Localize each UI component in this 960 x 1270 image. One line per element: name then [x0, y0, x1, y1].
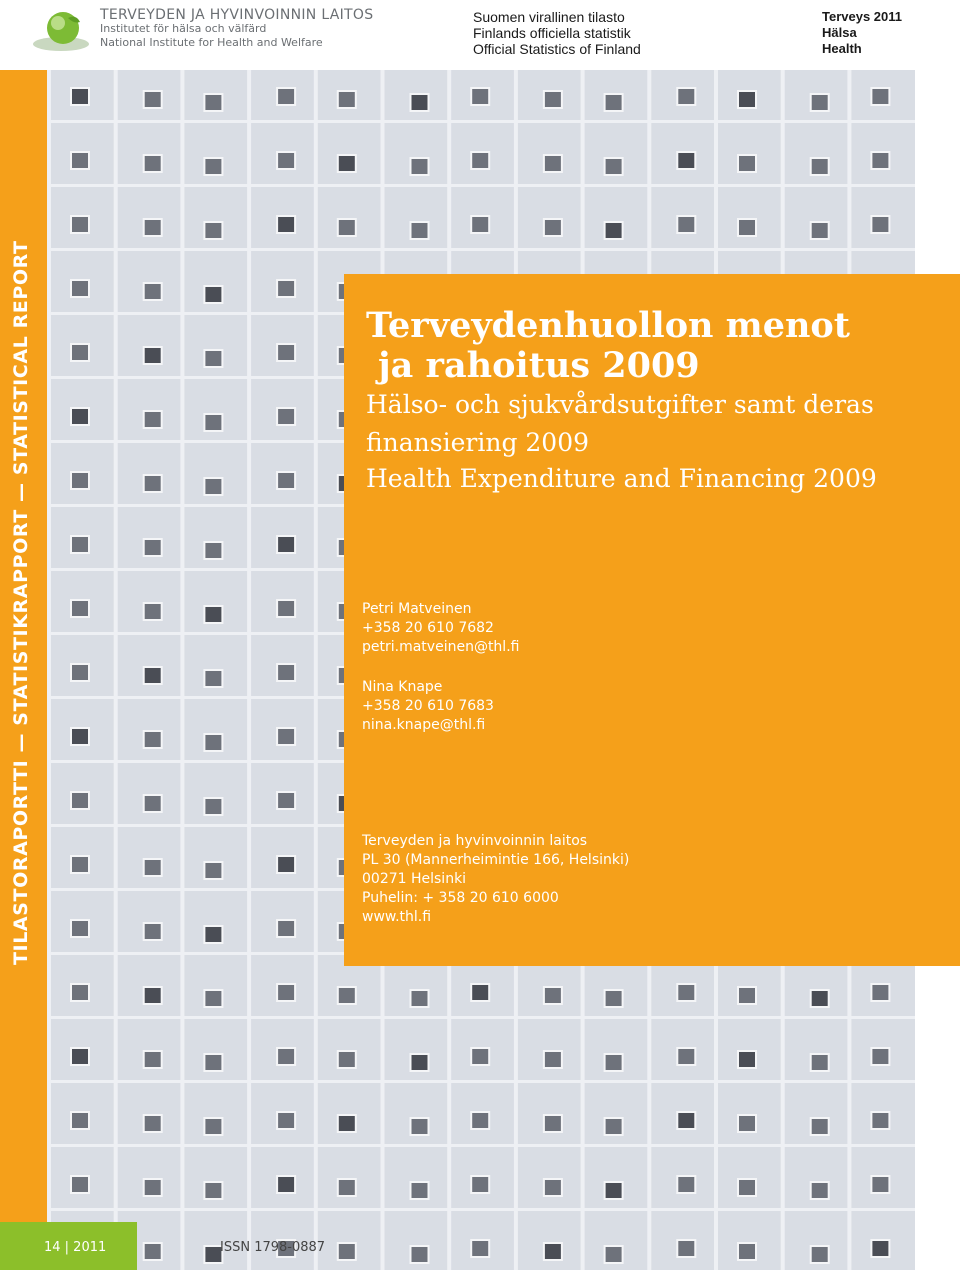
address-city: 00271 Helsinki	[362, 871, 467, 887]
contact-person	[362, 678, 494, 735]
title-english: Health Expenditure and Financing 2009	[366, 464, 877, 493]
thl-logo-icon	[30, 6, 92, 56]
title-fi-line1: Terveydenhuollon menot	[366, 305, 850, 346]
org-name-en: National Institute for Health and Welfare	[100, 36, 323, 49]
title-swedish	[366, 386, 874, 462]
address-web[interactable]: www.thl.fi	[362, 909, 432, 925]
title-sv-line2: finansiering 2009	[366, 428, 590, 457]
topic-en: Health	[822, 41, 862, 56]
address-street: PL 30 (Mannerheimintie 166, Helsinki)	[362, 852, 630, 868]
org-name-sv: Institutet för hälsa och välfärd	[100, 22, 267, 35]
stats-en: Official Statistics of Finland	[473, 41, 641, 57]
contact-name: Nina Knape	[362, 679, 443, 695]
report-type-vertical: TILASTORAPORTTI — STATISTIKRAPPORT — STATISTICAL REPORT	[10, 240, 32, 965]
contact-phone: +358 20 610 7682	[362, 620, 494, 636]
title-fi-line2: ja rahoitus 2009	[378, 345, 700, 386]
org-names	[100, 8, 373, 50]
topic	[822, 9, 902, 57]
contact-email[interactable]: petri.matveinen@thl.fi	[362, 639, 520, 655]
contact-email[interactable]: nina.knape@thl.fi	[362, 717, 486, 733]
title-finnish	[366, 306, 850, 386]
contact-person	[362, 600, 519, 657]
contact-name: Petri Matveinen	[362, 601, 472, 617]
issn: ISSN 1798-0887	[220, 1240, 326, 1255]
topic-fi: Terveys 2011	[822, 9, 902, 24]
publisher-address	[362, 832, 629, 927]
address-org: Terveyden ja hyvinvoinnin laitos	[362, 833, 588, 849]
contact-phone: +358 20 610 7683	[362, 698, 494, 714]
issue-number: 14 | 2011	[44, 1240, 107, 1255]
topic-sv: Hälsa	[822, 25, 857, 40]
title-box	[344, 274, 960, 966]
address-phone: Puhelin: + 358 20 610 6000	[362, 890, 559, 906]
stats-fi: Suomen virallinen tilasto	[473, 9, 625, 25]
official-statistics	[473, 9, 641, 57]
org-name-fi: TERVEYDEN JA HYVINVOINNIN LAITOS	[100, 7, 374, 23]
title-sv-line1: Hälso- och sjukvårdsutgifter samt deras	[366, 390, 874, 419]
stats-sv: Finlands officiella statistik	[473, 25, 631, 41]
header	[0, 0, 960, 70]
